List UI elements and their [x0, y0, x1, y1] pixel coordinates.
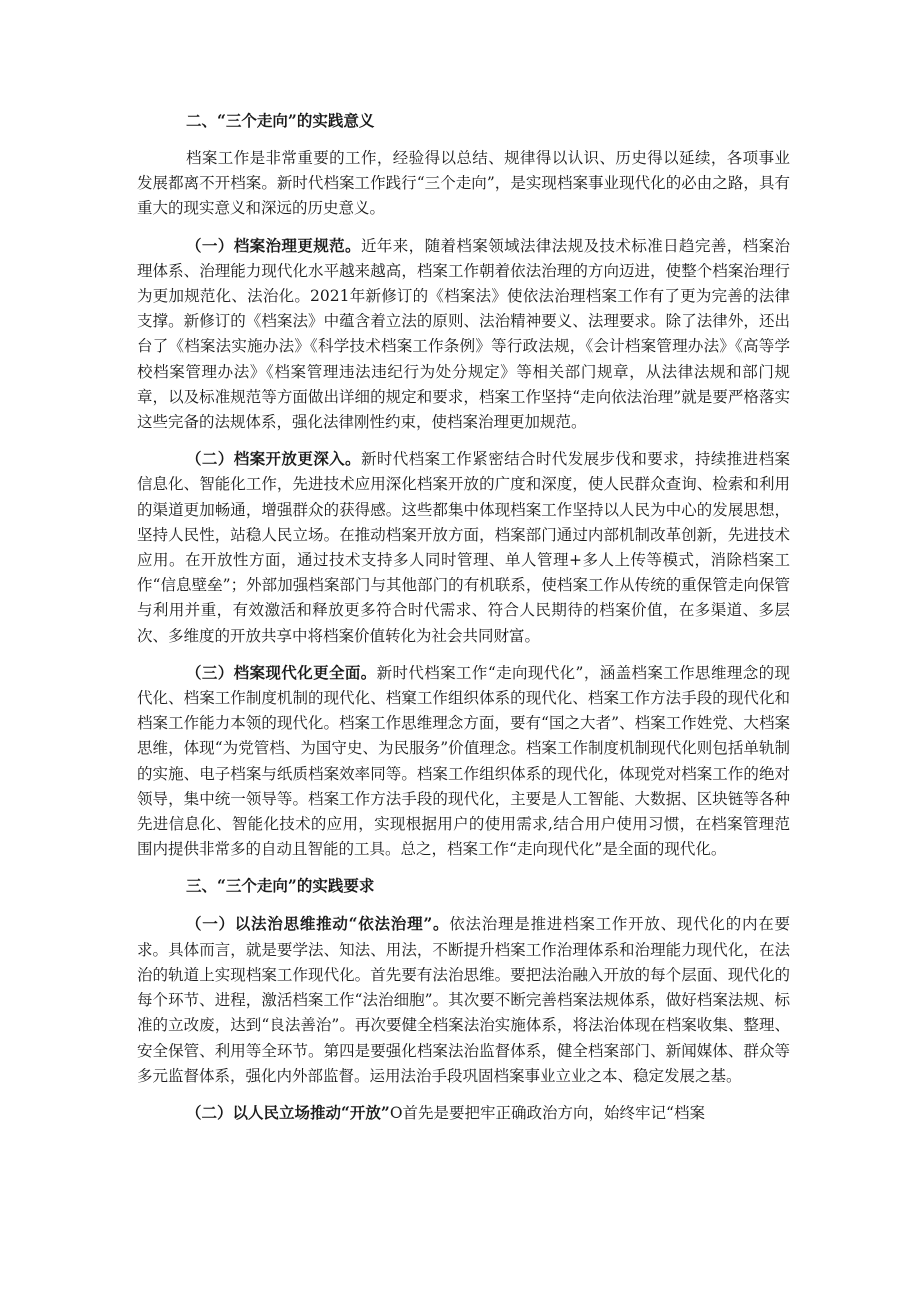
paragraph-lead: （二）以人民立场推动“开放” [186, 1102, 390, 1122]
paragraph-openness [137, 446, 790, 649]
paragraph-intro: 档案工作是非常重要的工作，经验得以总结、规律得以认识、历史得以延续，各项事业发展都离不开档案。新时代档案工作践行“三个走向”，是实现档案事业现代化的必由之路，具有重大的现实意义和深远的历史意义。 [137, 149, 790, 218]
section-heading-practical-requirements: 三、“三个走向”的实践要求 [186, 876, 375, 896]
paragraph-rule-of-law [137, 911, 790, 1088]
paragraph-people-stance [137, 1100, 790, 1126]
paragraph-lead: （二）档案开放更深入。 [186, 449, 361, 469]
paragraph-text: O首先是要把牢正确政治方向，始终牢记“档案 [389, 1103, 705, 1122]
paragraph-text: 新时代档案工作紧密结合时代发展步伐和要求，持续推进档案信息化、智能化工作，先进技术应用深化档案开放的广度和深度，使人民群众查询、检索和利用的渠道更加畅通，增强群众的获得感。这些都集中体现档案工作坚持以人民为中心的发展思想，坚持人民性，站稳人民立场。在推动档案开放方面，档案部门通过内部机制改革创新，先进技术应用。在开放性方面，通过技术支持多人同时管理、单人管理+多人上传等模式，消除档案工作“信息壁垒”；外部加强档案部门与其他部门的有机联系，使档案工作从传统的重保管走向保管与利用并重，有效激活和释放更多符合时代需求、符合人民期待的档案价值，在多渠道、多层次、多维度的开放共享中将档案价值转化为社会共同财富。 [137, 450, 790, 645]
paragraph-text: 近年来，随着档案领域法律法规及技术标准日趋完善，档案治理体系、治理能力现代化水平越来越高，档案工作朝着依法治理的方向迈进，使整个档案治理行为更加规范化、法治化。2021年新修订的《档案法》使依法治理档案工作有了更为完善的法律支撑。新修订的《档案法》中蕴含着立法的原则、法治精神要义、法理要求。除了法律外，还出台了《档案法实施办法》《科学技术档案工作条例》等行政法规，《会计档案管理办法》《高等学校档案管理办法》《档案管理违法违纪行为处分规定》等相关部门规章，从法律法规和部门规章，以及标准规范等方面做出详细的规定和要求，档案工作坚持“走向依法治理”就是要严格落实这些完备的法规体系，强化法律刚性约束，使档案治理更加规范。 [137, 236, 790, 432]
paragraph-governance [137, 233, 790, 436]
section-heading-practical-significance: 二、“三个走向”的实践意义 [186, 111, 375, 130]
paragraph-lead: （一）档案治理更规范。 [186, 235, 361, 255]
document-body [137, 108, 790, 1137]
paragraph-text: 新时代档案工作“走向现代化”，涵盖档案工作思维理念的现代化、档案工作制度机制的现代化、档窠工作组织体系的现代化、档案工作方法手段的现代化和档案工作能力本领的现代化。档案工作思维理念方面，要有“国之大者”、档案工作姓党、大档案思维，体现“为党管档、为国守史、为民服务”价值理念。档案工作制度机制现代化则包括单轨制的实施、电子档案与纸质档案效率同等。档案工作组织体系的现代化，体现党对档案工作的绝对领导，集中统一领导等。档案工作方法手段的现代化，主要是人工智能、大数据、区块链等各种先进信息化、智能化技术的应用，实现根据用户的使用需求,结合用户使用习惯，在档案管理范围内提供非常多的自动且智能的工具。总之，档案工作“走向现代化”是全面的现代化。 [137, 663, 790, 859]
paragraph-modernization [137, 660, 790, 863]
paragraph-lead: （一）以法治思维推动“依法治理”。 [186, 914, 450, 934]
paragraph-lead: （三）档案现代化更全面。 [186, 662, 377, 682]
paragraph-text: 依法治理是推进档案工作开放、现代化的内在要求。具体而言，就是要学法、知法、用法，不断提升档案工作治理体系和治理能力现代化，在法治的轨道上实现档案工作现代化。首先要有法治思维。要把法治融入开放的每个层面、现代化的每个环节、进程，激活档案工作“法治细胞”。其次要不断完善档案法规体系，做好档案法规、标准的立改废，达到“良法善治”。再次要健全档案法治实施体系，将法治体现在档案收集、整理、安全保管、利用等全环节。第四是要强化档案法治监督体系，健全档案部门、新闻媒体、群众等多元监督体系，强化内外部监督。运用法治手段巩固档案事业立业之本、稳定发展之基。 [137, 915, 790, 1085]
